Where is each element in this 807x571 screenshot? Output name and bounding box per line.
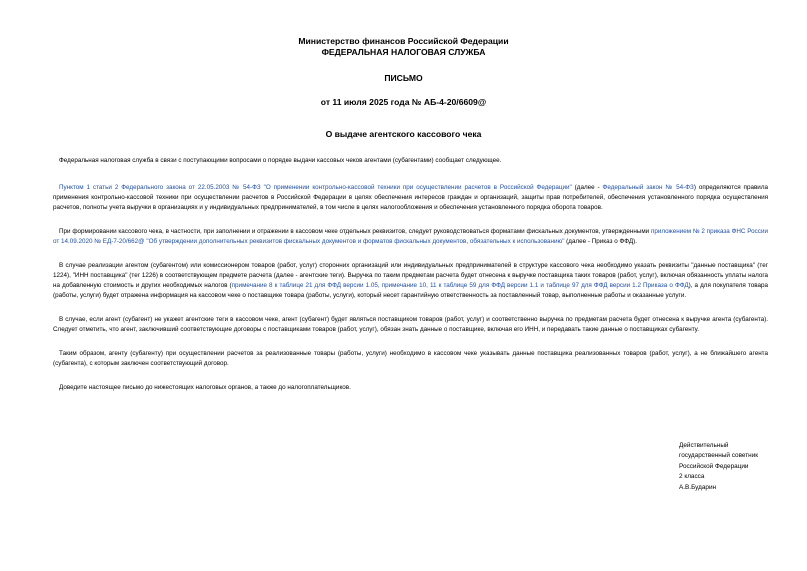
paragraph-agent-tags: [53, 261, 768, 301]
letter-body: [53, 156, 768, 407]
paragraph-distribution: Доведите настоящее письмо до нижестоящих налоговых органов, а также до налогоплательщиков.: [59, 384, 351, 391]
paragraph-law-reference: [53, 183, 768, 213]
paragraph-conclusion: Таким образом, агенту (субагенту) при осуществлении расчетов за реализованные товары (работы, услуги) необходимо в кассовом чеке указывать данные поставщика реализованных товаров (работ, услуг), а не ближайшего агента (субагента), с которым заключен соответствующий договор.: [53, 350, 768, 367]
ffd-notes-link[interactable]: примечание 8 к таблице 21 для ФФД версии 1.05, примечание 10, 11 к таблице 59 для ФФД версии 1.1 и таблице 97 для ФФД версии 1.2 Приказа о ФФД: [231, 282, 689, 289]
signer-title-3: Российской Федерации: [679, 462, 749, 470]
law-54fz-short-link[interactable]: Федеральный закон № 54-ФЗ: [602, 184, 694, 191]
paragraph-intro: Федеральная налоговая служба в связи с поступающими вопросами о порядке выдачи кассовых чеков агентами (субагентами) сообщает следующее.: [59, 157, 502, 164]
order-ffd-link[interactable]: приложением № 2 приказа ФНС России от 14.09.2020 № ЕД-7-20/662@ "Об утверждении дополнительных реквизитов фискальных документов и форматов фискальных документов, обязательных к использованию": [53, 228, 768, 245]
signer-title-2: государственный советник: [679, 452, 759, 460]
ministry-name: Министерство финансов Российской Федерации: [298, 36, 509, 46]
document-date-number: от 11 июля 2025 года № АБ-4-20/6609@: [320, 97, 487, 107]
paragraph-text: При формировании кассового чека, в частности, при заполнении и отражении в кассовом чеке отдельных реквизитов, следует руководствоваться форматами фискальных документов, утвержденными: [59, 228, 651, 235]
document-type: ПИСЬМО: [384, 73, 423, 83]
paragraph-text: (далее - Приказ о ФФД).: [564, 238, 637, 245]
letter-header: [0, 36, 807, 140]
paragraph-text: В случае реализации агентом (субагентом) или комиссионером товаров (работ, услуг) сторонних организаций или индивидуальных предпринимателей в структуре кассового чека необходимо указать реквизиты "данные поставщика" (тег 1224), "ИНН поставщика" (тег 1226) в соответствующем предмете расчета (далее - агентские теги). Выручка по таким предметам расчета будет отнесена к выручке поставщика таких товаров (работ, услуг), включая обязанность уплаты налога на добавленную стоимость и других необходимых налогов (: [53, 262, 768, 289]
paragraph-text: ), а для покупателя товара (работы, услуги) будет отражена информация на кассовом чеке о поставщике товара (работы, услуги), который несет гарантийную ответственность за поставленный товар, выполненные работы и оказанные услуги.: [53, 282, 768, 299]
paragraph-text: (далее -: [571, 184, 603, 191]
paragraph-text: ) определяются правила применения контрольно-кассовой техники при осуществлении расчетов в Российской Федерации в целях обеспечения интересов граждан и организаций, защиты прав потребителей, обеспечения установленного порядка осуществления расчетов, полноты учета выручки в организациях и у индивидуальных предпринимателей, в том числе в целях налогообложения и обеспечения установленного порядка оборота товаров.: [53, 184, 768, 211]
law-54fz-link[interactable]: Пунктом 1 статьи 2 Федерального закона от 22.05.2003 № 54-ФЗ "О применении контрольно-кассовой техники при осуществлении расчетов в Российской Федерации": [59, 184, 572, 191]
signer-name: А.В.Бударин: [679, 483, 717, 491]
paragraph-no-tags: В случае, если агент (субагент) не укажет агентские теги в кассовом чеке, агент (субагент) будет являться поставщиком товаров (работ, услуг) и соответственно выручка по предметам расчета будет отнесена к выручке агента (субагента). Следует отметить, что агент, заключивший соответствующие договоры с поставщиками товаров (работ, услуг), обязан знать данные о поставщике, включая его ИНН, и передавать такие данные о поставщиках субагенту.: [53, 316, 768, 333]
document-subject: О выдаче агентского кассового чека: [325, 129, 482, 139]
signature-block: [679, 441, 789, 493]
service-name: ФЕДЕРАЛЬНАЯ НАЛОГОВАЯ СЛУЖБА: [321, 47, 486, 57]
signer-title-4: 2 класса: [679, 473, 705, 481]
paragraph-ffd-formats: [53, 227, 768, 247]
signer-title-1: Действительный: [679, 442, 729, 449]
